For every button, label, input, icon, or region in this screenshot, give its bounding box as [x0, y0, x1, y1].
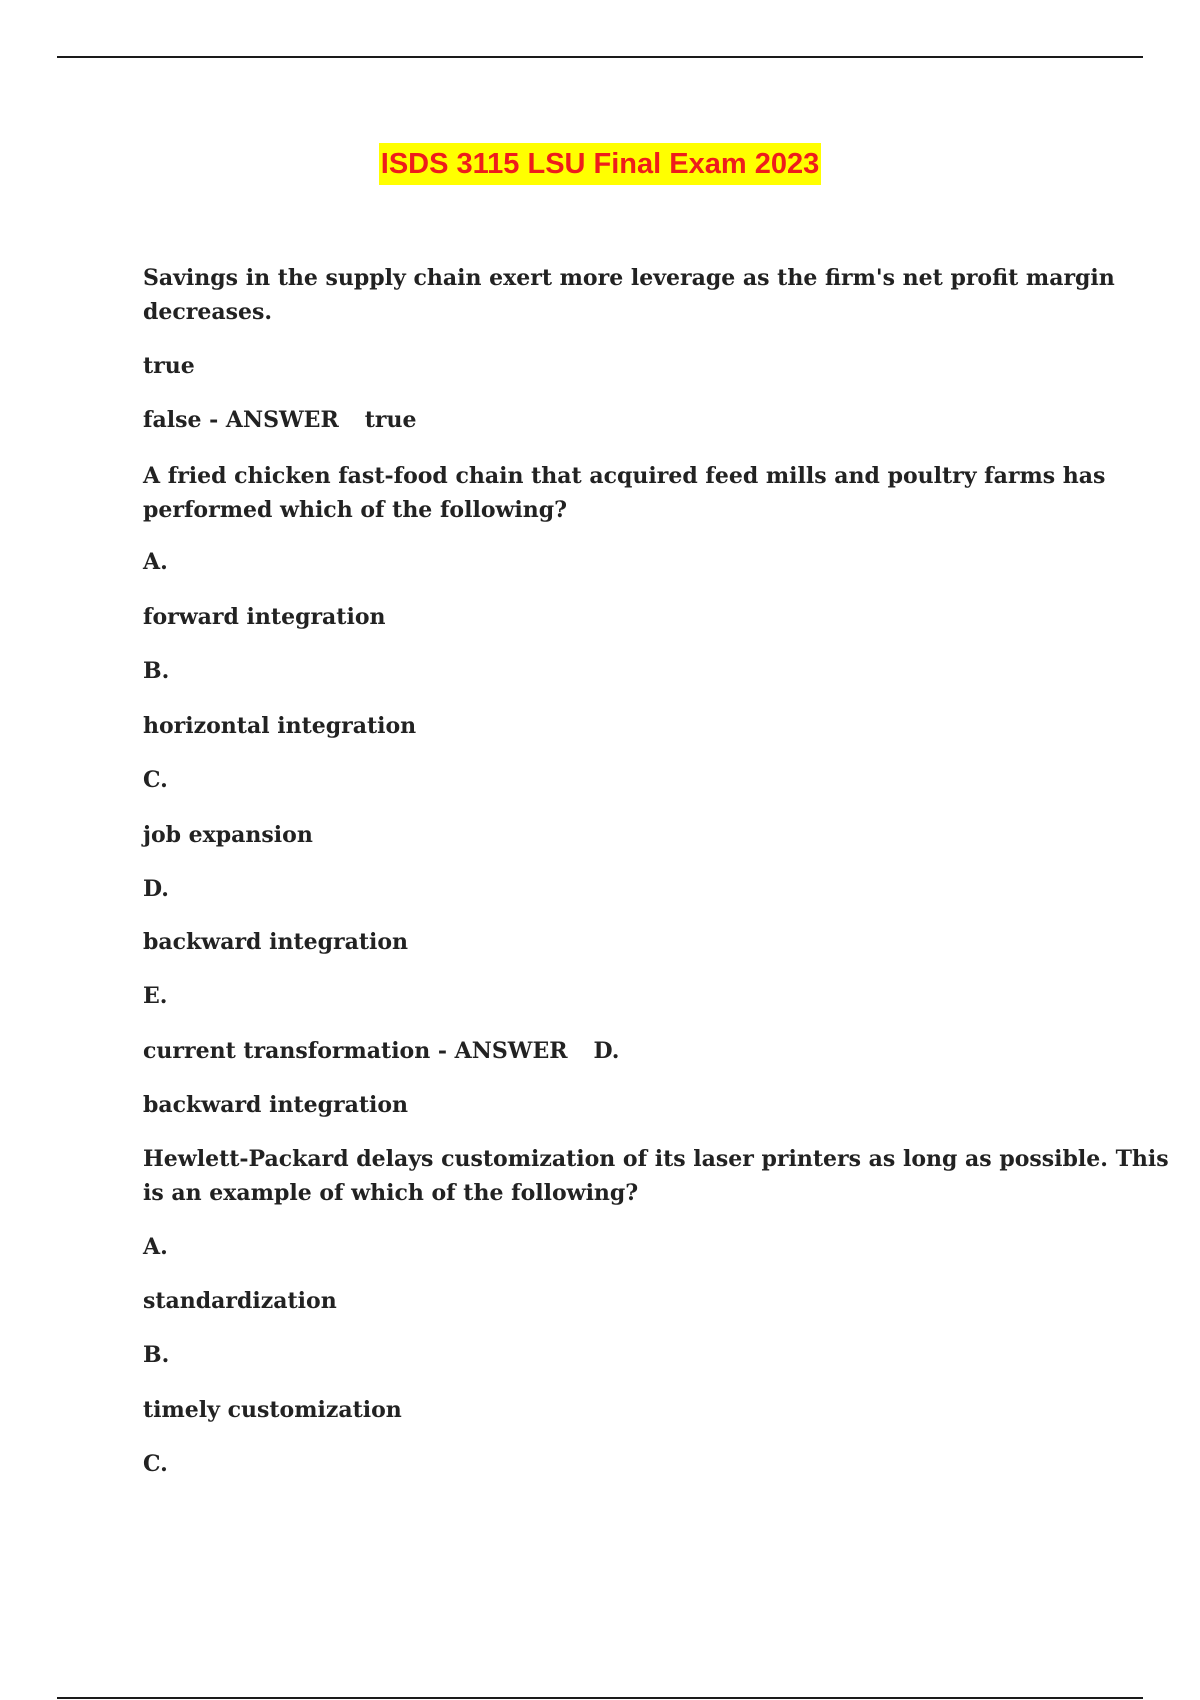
answer-line-2 [143, 1034, 619, 1068]
option-text-e-answer-label: current transformation - ANSWER [143, 1038, 568, 1064]
question-3-text-line-2: is an example of which of the following? [143, 1180, 639, 1206]
answer-text: backward integration [143, 1092, 409, 1118]
option-label-d: D. [143, 876, 169, 902]
option-label-e: E. [143, 983, 168, 1009]
option-text-d: backward integration [143, 929, 409, 955]
option-label-c: C. [143, 767, 168, 793]
answer-value: true [364, 407, 417, 433]
option-text-b: horizontal integration [143, 713, 417, 739]
question-1-text-line-1: Savings in the supply chain exert more leverage as the firm's net profit margin [143, 265, 1115, 291]
option-label-b: B. [143, 658, 170, 684]
title-container [0, 143, 1200, 185]
option-true: true [143, 353, 195, 379]
top-rule [57, 56, 1143, 58]
document-title: ISDS 3115 LSU Final Exam 2023 [379, 143, 821, 185]
option-label-a: A. [143, 549, 168, 575]
answer-value: D. [593, 1038, 620, 1064]
question-1-text-line-2: decreases. [143, 299, 273, 325]
answer-line-1 [143, 403, 416, 437]
option-text-b: timely customization [143, 1397, 402, 1423]
bottom-rule [57, 1697, 1143, 1699]
option-text-a: forward integration [143, 604, 386, 630]
option-label-c: C. [143, 1451, 168, 1477]
option-text-a: standardization [143, 1288, 337, 1314]
question-3-text-line-1: Hewlett-Packard delays customization of its laser printers as long as possible. This [143, 1146, 1169, 1172]
option-label-a: A. [143, 1234, 168, 1260]
option-label-b: B. [143, 1342, 170, 1368]
option-text-c: job expansion [143, 822, 313, 848]
question-2-text-line-1: A fried chicken fast-food chain that acquired feed mills and poultry farms has [143, 463, 1106, 489]
option-false-answer-label: false - ANSWER [143, 407, 339, 433]
question-2-text-line-2: performed which of the following? [143, 497, 568, 523]
